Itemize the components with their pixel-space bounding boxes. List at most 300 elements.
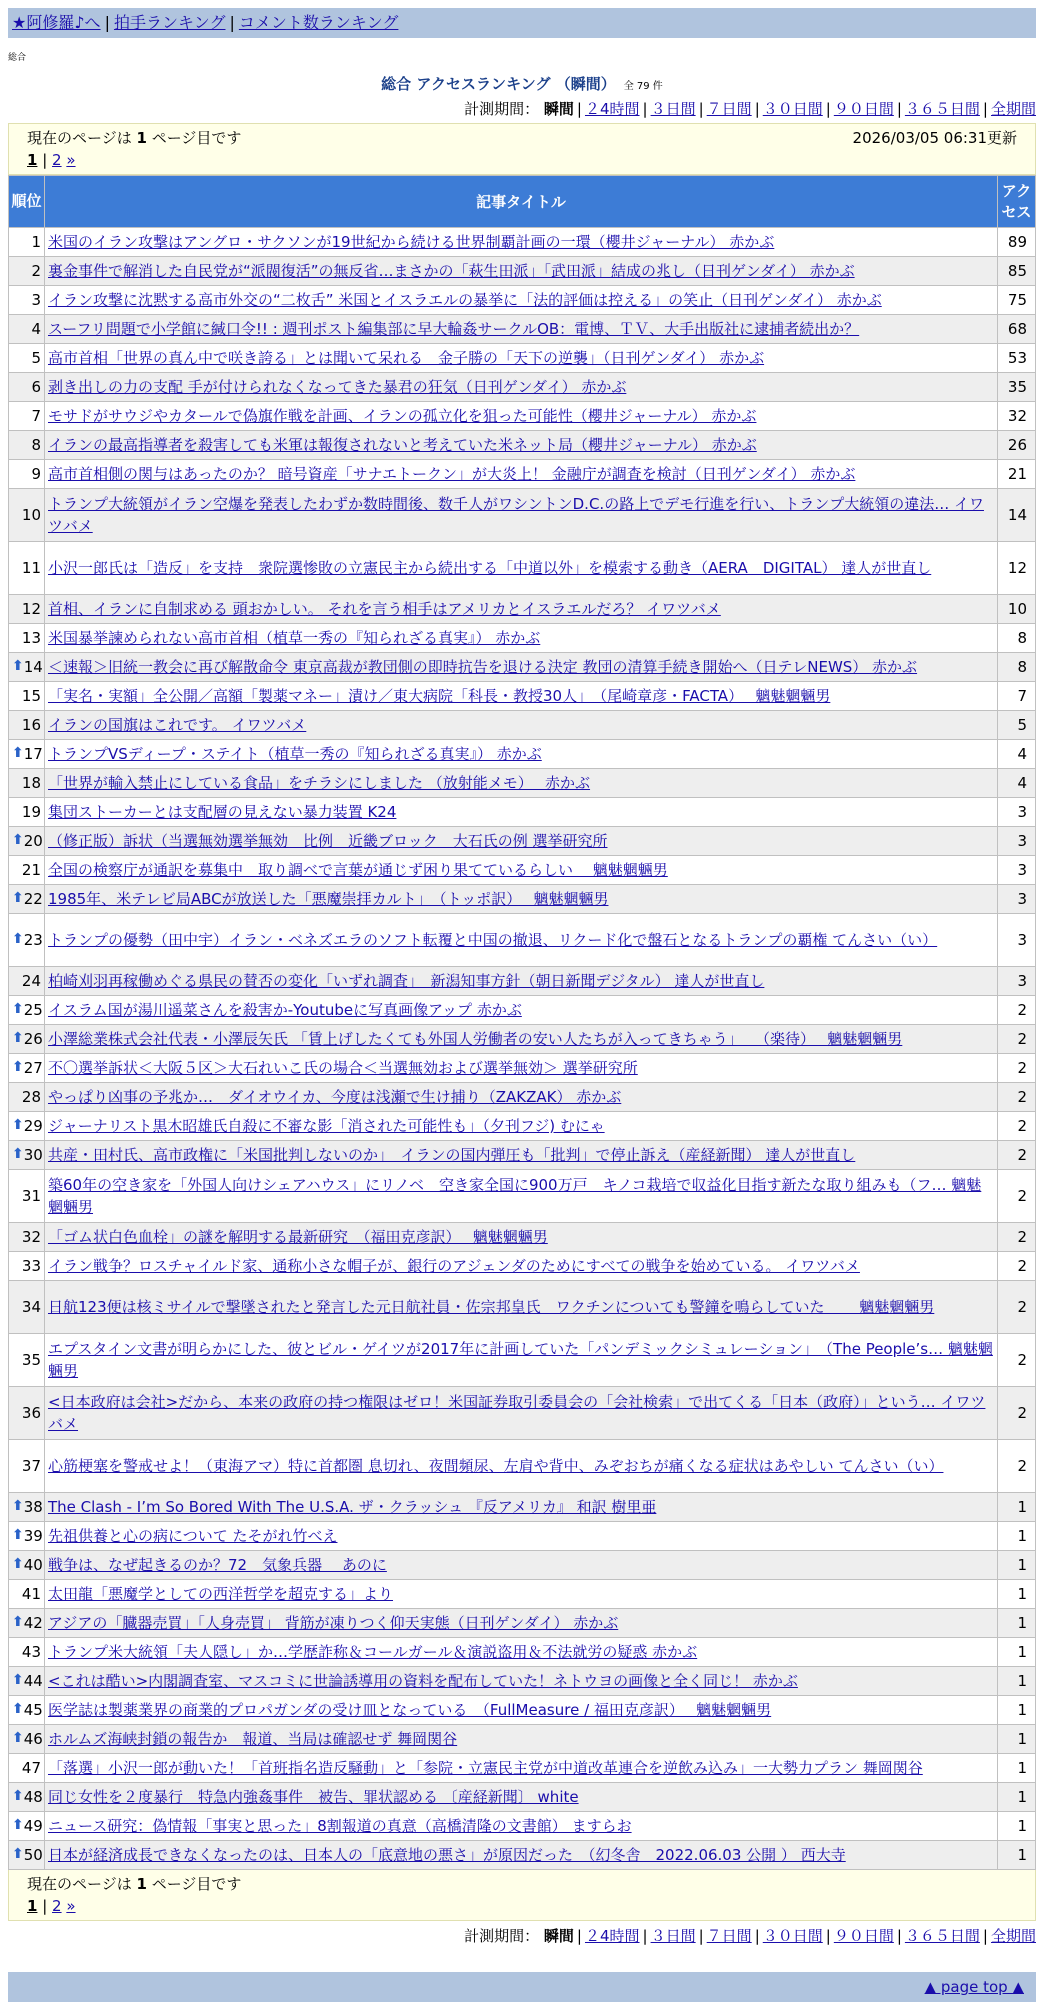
rank-up-arrow-icon: ⬆ bbox=[12, 1001, 24, 1017]
table-row bbox=[9, 542, 1036, 595]
article-link[interactable]: イスラム国が湯川遥菜さんを殺害か-Youtubeに写真画像アップ 赤かぶ bbox=[48, 1001, 522, 1019]
title-cell bbox=[45, 624, 998, 653]
ranking-table bbox=[8, 175, 1036, 1870]
period-separator: | bbox=[754, 1927, 760, 1945]
table-row bbox=[9, 1696, 1036, 1725]
title-cell bbox=[45, 885, 998, 914]
rank-up-arrow-icon: ⬆ bbox=[12, 1672, 24, 1688]
period-separator: | bbox=[896, 1927, 902, 1945]
table-row bbox=[9, 1334, 1036, 1387]
title-cell bbox=[45, 595, 998, 624]
article-link[interactable]: モサドがサウジやカタールで偽旗作戦を計画、イランの孤立化を狙った可能性（櫻井ジャーナル） 赤かぶ bbox=[48, 407, 757, 425]
table-row bbox=[9, 653, 1036, 682]
article-link[interactable]: 戦争は、なぜ起きるのか？72 気象兵器 あのに bbox=[48, 1556, 387, 1574]
rank-cell bbox=[9, 711, 45, 740]
rank-cell bbox=[9, 827, 45, 856]
rank-cell bbox=[9, 460, 45, 489]
rank-number: 29 bbox=[23, 1117, 43, 1135]
table-row bbox=[9, 1580, 1036, 1609]
access-count: 2 bbox=[998, 1281, 1036, 1334]
table-row bbox=[9, 1754, 1036, 1783]
access-count: 8 bbox=[998, 653, 1036, 682]
title-cell bbox=[45, 1493, 998, 1522]
table-row bbox=[9, 1054, 1036, 1083]
article-link[interactable]: トランプVSディープ・ステイト（植草一秀の『知られざる真実』） 赤かぶ bbox=[48, 745, 542, 763]
title-cell bbox=[45, 653, 998, 682]
article-link[interactable]: 柏崎刈羽再稼働めぐる県民の賛否の変化「いずれ調査」 新潟知事方針（朝日新聞デジタル） 達人が世直し bbox=[48, 972, 765, 990]
rank-number: 10 bbox=[21, 506, 41, 524]
access-count: 4 bbox=[998, 769, 1036, 798]
title-cell bbox=[45, 228, 998, 257]
period-24h-link[interactable]: ２4時間 bbox=[584, 100, 640, 118]
article-link[interactable]: 高市首相「世界の真ん中で咲き誇る」とは聞いて呆れる 金子勝の「天下の逆襲」（日刊ゲンダイ） 赤かぶ bbox=[48, 349, 765, 367]
rank-cell bbox=[9, 1725, 45, 1754]
rank-up-arrow-icon: ⬆ bbox=[12, 1614, 24, 1630]
article-link[interactable]: <これは酷い>内閣調査室、マスコミに世論誘導用の資料を配布していた！ネトウヨの画像と全く同じ！ 赤かぶ bbox=[48, 1672, 798, 1690]
rank-number: 2 bbox=[31, 262, 41, 280]
current-page-number: 1 bbox=[136, 129, 147, 147]
rank-cell bbox=[9, 856, 45, 885]
rank-number: 40 bbox=[23, 1556, 43, 1574]
table-row bbox=[9, 1440, 1036, 1493]
rank-number: 8 bbox=[31, 436, 41, 454]
table-row bbox=[9, 1493, 1036, 1522]
article-link[interactable]: 首相、イランに自制求める 頭おかしい。 それを言う相手はアメリカとイスラエルだろ？ イワツバメ bbox=[48, 600, 721, 618]
article-link[interactable]: 米国のイラン攻撃はアングロ・サクソンが19世紀から続ける世界制覇計画の一環（櫻井ジャーナル） 赤かぶ bbox=[48, 233, 775, 251]
access-count: 12 bbox=[998, 542, 1036, 595]
access-count: 2 bbox=[998, 1141, 1036, 1170]
title-cell bbox=[45, 682, 998, 711]
rank-up-arrow-icon: ⬆ bbox=[12, 1817, 24, 1833]
rank-number: 42 bbox=[23, 1614, 43, 1632]
rank-number: 13 bbox=[21, 629, 41, 647]
period-separator: | bbox=[754, 100, 760, 118]
table-row bbox=[9, 1170, 1036, 1223]
access-count: 3 bbox=[998, 967, 1036, 996]
title-cell bbox=[45, 711, 998, 740]
article-link[interactable]: イラン攻撃に沈黙する高市外交の“二枚舌” 米国とイスラエルの暴挙に「法的評価は控える」の笑止（日刊ゲンダイ） 赤かぶ bbox=[48, 291, 882, 309]
title-cell bbox=[45, 1083, 998, 1112]
rank-cell bbox=[9, 1112, 45, 1141]
access-count: 35 bbox=[998, 373, 1036, 402]
article-link[interactable]: 築60年の空き家を「外国人向けシェアハウス」にリノベ 空き家全国に900万戸 キノコ栽培で収益化目指す新たな取り組みも（フ… 魑魅魍魎男 bbox=[48, 1176, 982, 1216]
article-link[interactable]: やっぱり凶事の予兆か… ダイオウイカ、今度は浅瀬で生け捕り（ZAKZAK） 赤かぶ bbox=[48, 1088, 622, 1106]
article-link[interactable]: 「世界が輸入禁止にしている食品」をチラシにしました （放射能メモ） 赤かぶ bbox=[48, 774, 591, 792]
article-link[interactable]: スーフリ問題で小学館に緘口令!! : 週刊ポスト編集部に早大輪姦サークルOB：電博、ＴＶ、大手出版社に逮捕者続出か？ bbox=[48, 320, 860, 338]
rank-up-arrow-icon: ⬆ bbox=[12, 1788, 24, 1804]
page-1-current: 1 bbox=[27, 151, 38, 169]
article-link[interactable]: 高市首相側の関与はあったのか？ 暗号資産「サナエトークン」が大炎上！ 金融庁が調査を検討（日刊ゲンダイ） 赤かぶ bbox=[48, 465, 856, 483]
title-cell bbox=[45, 1754, 998, 1783]
title-cell bbox=[45, 402, 998, 431]
article-link[interactable]: イラン戦争？ロスチャイルド家、通称小さな帽子が、銀行のアジェンダのためにすべての戦争を始めている。 イワツバメ bbox=[48, 1257, 860, 1275]
rank-up-arrow-icon: ⬆ bbox=[12, 1701, 24, 1717]
rank-cell bbox=[9, 1281, 45, 1334]
page-status bbox=[27, 127, 241, 149]
rank-number: 46 bbox=[23, 1730, 43, 1748]
ranking-title: 総合 アクセスランキング （瞬間） bbox=[381, 75, 616, 93]
rank-cell bbox=[9, 315, 45, 344]
access-count: 53 bbox=[998, 344, 1036, 373]
table-row bbox=[9, 1783, 1036, 1812]
asyura-home-link[interactable]: ★阿修羅♪へ bbox=[12, 13, 101, 32]
article-link[interactable]: 裏金事件で解消した自民党が“派閥復活”の無反省…まさかの「萩生田派」「武田派」結成の兆し（日刊ゲンダイ） 赤かぶ bbox=[48, 262, 855, 280]
rank-up-arrow-icon: ⬆ bbox=[12, 658, 24, 674]
title-cell bbox=[45, 315, 998, 344]
period-3d-link[interactable]: ３日間 bbox=[650, 1927, 696, 1945]
article-link[interactable]: （修正版）訴状（当選無効選挙無効 比例 近畿ブロック 大石氏の例 選挙研究所 bbox=[48, 832, 608, 850]
access-count: 2 bbox=[998, 1170, 1036, 1223]
period-separator: | bbox=[642, 1927, 648, 1945]
rank-number: 39 bbox=[23, 1527, 43, 1545]
table-row bbox=[9, 1252, 1036, 1281]
rank-cell bbox=[9, 344, 45, 373]
article-link[interactable]: 太田龍「悪魔学としての西洋哲学を超克する」より bbox=[48, 1585, 394, 1603]
rank-number: 23 bbox=[23, 931, 43, 949]
title-cell bbox=[45, 431, 998, 460]
table-row bbox=[9, 1025, 1036, 1054]
period-separator: | bbox=[825, 1927, 831, 1945]
rank-cell bbox=[9, 1783, 45, 1812]
article-link[interactable]: エプスタイン文書が明らかにした、彼とビル・ゲイツが2017年に計画していた「パンデミックシミュレーション」 （The People’s… 魑魅魍魎男 bbox=[48, 1340, 993, 1380]
page-2-link[interactable]: 2 bbox=[52, 151, 62, 169]
rank-cell bbox=[9, 624, 45, 653]
period-30d-link[interactable]: ３０日間 bbox=[762, 100, 823, 118]
period-24h-link[interactable]: ２4時間 bbox=[584, 1927, 640, 1945]
access-count: 3 bbox=[998, 885, 1036, 914]
next-page-link[interactable]: » bbox=[66, 1897, 76, 1915]
period-90d-link[interactable]: ９０日間 bbox=[833, 1927, 894, 1945]
rank-cell bbox=[9, 1754, 45, 1783]
article-link[interactable]: 米国暴挙諫められない高市首相（植草一秀の『知られざる真実』） 赤かぶ bbox=[48, 629, 541, 647]
article-link[interactable]: 共産・田村氏、高市政権に「米国批判しないのか」 イランの国内弾圧も「批判」で停止訴え（産経新聞） 達人が世直し bbox=[48, 1146, 856, 1164]
page-top-link[interactable]: ▲ page top ▲ bbox=[924, 1978, 1024, 1996]
rank-cell bbox=[9, 1170, 45, 1223]
article-link[interactable]: ＜速報＞旧統一教会に再び解散命令 東京高裁が教団側の即時抗告を退ける決定 教団の清算手続き開始へ（日テレNEWS） 赤かぶ bbox=[48, 658, 918, 676]
rank-number: 38 bbox=[23, 1498, 43, 1516]
rank-up-arrow-icon: ⬆ bbox=[12, 1498, 24, 1514]
page-2-link[interactable]: 2 bbox=[52, 1897, 62, 1915]
rank-cell bbox=[9, 1841, 45, 1870]
access-count: 5 bbox=[998, 711, 1036, 740]
rank-number: 35 bbox=[21, 1351, 41, 1369]
period-separator: | bbox=[896, 100, 902, 118]
rank-cell bbox=[9, 967, 45, 996]
rank-number: 49 bbox=[23, 1817, 43, 1835]
period-selector bbox=[0, 98, 1036, 119]
rank-up-arrow-icon: ⬆ bbox=[12, 1030, 24, 1046]
rank-up-arrow-icon: ⬆ bbox=[12, 1146, 24, 1162]
page-status-suffix: ページ目です bbox=[151, 1875, 242, 1893]
rank-cell bbox=[9, 1667, 45, 1696]
rank-number: 43 bbox=[21, 1643, 41, 1661]
article-link[interactable]: イランの最高指導者を殺害しても米軍は報復されないと考えていた米ネット局（櫻井ジャーナル） 赤かぶ bbox=[48, 436, 757, 454]
access-count: 3 bbox=[998, 856, 1036, 885]
updated-timestamp: 2026/03/05 06:31更新 bbox=[852, 129, 1017, 147]
rank-number: 3 bbox=[31, 291, 41, 309]
access-count: 85 bbox=[998, 257, 1036, 286]
rank-up-arrow-icon: ⬆ bbox=[12, 1059, 24, 1075]
table-row bbox=[9, 1112, 1036, 1141]
title-cell bbox=[45, 1170, 998, 1223]
article-link[interactable]: イランの国旗はこれです。 イワツバメ bbox=[48, 716, 307, 734]
access-count: 3 bbox=[998, 914, 1036, 967]
rank-up-arrow-icon: ⬆ bbox=[12, 745, 24, 761]
period-all-link[interactable]: 全期間 bbox=[990, 100, 1036, 118]
rank-number: 18 bbox=[21, 774, 41, 792]
access-count: 10 bbox=[998, 595, 1036, 624]
rank-cell bbox=[9, 1223, 45, 1252]
access-count: 1 bbox=[998, 1783, 1036, 1812]
article-link[interactable]: アジアの「臓器売買」「人身売買」 背筋が凍りつく仰天実態（日刊ゲンダイ） 赤かぶ bbox=[48, 1614, 619, 1632]
table-row bbox=[9, 856, 1036, 885]
title-cell bbox=[45, 1334, 998, 1387]
title-cell bbox=[45, 1387, 998, 1440]
rank-cell bbox=[9, 1141, 45, 1170]
title-cell bbox=[45, 856, 998, 885]
article-link[interactable]: <日本政府は会社>だから、本来の政府の持つ権限はゼロ！米国証券取引委員会の「会社検索」で出てくる「日本（政府）」という… イワツバメ bbox=[48, 1393, 986, 1433]
rank-cell bbox=[9, 740, 45, 769]
article-link[interactable]: ホルムズ海峡封鎖の報告か 報道、当局は確認せず 舞岡関谷 bbox=[48, 1730, 458, 1748]
article-link[interactable]: 同じ女性を２度暴行 特急内強姦事件 被告、罪状認める 〔産経新聞〕 white bbox=[48, 1788, 579, 1806]
rank-number: 24 bbox=[21, 972, 41, 990]
period-current: 瞬間 bbox=[543, 1927, 574, 1945]
access-header: アクセス bbox=[998, 176, 1036, 228]
period-all-link[interactable]: 全期間 bbox=[990, 1927, 1036, 1945]
table-row bbox=[9, 228, 1036, 257]
rank-cell bbox=[9, 914, 45, 967]
table-row bbox=[9, 460, 1036, 489]
article-link[interactable]: 「実名・実額」全公開／高額「製薬マネー」漬け／東大病院「科長・教授30人」 （尾崎章彦・FACTA） 魑魅魍魎男 bbox=[48, 687, 831, 705]
title-cell bbox=[45, 460, 998, 489]
rank-number: 12 bbox=[21, 600, 41, 618]
page-title bbox=[0, 73, 1044, 94]
period-current: 瞬間 bbox=[543, 100, 574, 118]
title-cell bbox=[45, 1609, 998, 1638]
title-cell bbox=[45, 489, 998, 542]
title-cell bbox=[45, 1223, 998, 1252]
rank-cell bbox=[9, 286, 45, 315]
rank-number: 4 bbox=[31, 320, 41, 338]
rank-number: 47 bbox=[21, 1759, 41, 1777]
table-row bbox=[9, 373, 1036, 402]
period-3d-link[interactable]: ３日間 bbox=[650, 100, 696, 118]
rank-number: 44 bbox=[23, 1672, 43, 1690]
rank-up-arrow-icon: ⬆ bbox=[12, 832, 24, 848]
access-count: 68 bbox=[998, 315, 1036, 344]
nav-separator: | bbox=[229, 13, 235, 32]
title-cell bbox=[45, 1281, 998, 1334]
article-link[interactable]: 心筋梗塞を警戒せよ！（東海アマ）特に首都圏 息切れ、夜間頻尿、左肩や背中、みぞおちが痛くなる症状はあやしい てんさい（い） bbox=[48, 1457, 944, 1475]
title-cell bbox=[45, 257, 998, 286]
access-count: 1 bbox=[998, 1551, 1036, 1580]
article-link[interactable]: 日航123便は核ミサイルで撃墜されたと発言した元日航社員・佐宗邦皇氏 ワクチンについても警鐘を鳴らしていた 魑魅魍魎男 bbox=[48, 1298, 935, 1316]
rank-number: 34 bbox=[21, 1298, 41, 1316]
period-90d-link[interactable]: ９０日間 bbox=[833, 100, 894, 118]
title-cell bbox=[45, 1638, 998, 1667]
title-cell bbox=[45, 1580, 998, 1609]
rank-number: 11 bbox=[21, 559, 41, 577]
title-cell bbox=[45, 798, 998, 827]
rank-number: 5 bbox=[31, 349, 41, 367]
table-row bbox=[9, 885, 1036, 914]
table-row bbox=[9, 769, 1036, 798]
period-30d-link[interactable]: ３０日間 bbox=[762, 1927, 823, 1945]
period-separator: | bbox=[825, 100, 831, 118]
rank-cell bbox=[9, 798, 45, 827]
article-link[interactable]: 「落選」小沢一郎が動いた！「首班指名造反騒動」と「参院・立憲民主党が中道改革連合を逆飲み込み」一大勢力プラン 舞岡関谷 bbox=[48, 1759, 923, 1777]
table-row bbox=[9, 1522, 1036, 1551]
rank-cell bbox=[9, 1493, 45, 1522]
rank-up-arrow-icon: ⬆ bbox=[12, 1527, 24, 1543]
rank-number: 14 bbox=[23, 658, 43, 676]
article-link[interactable]: トランプの優勢（田中宇）イラン・ベネズエラのソフト転覆と中国の撤退、リクード化で盤石となるトランプの覇権 てんさい（い） bbox=[48, 931, 938, 949]
rank-number: 33 bbox=[21, 1257, 41, 1275]
title-cell bbox=[45, 827, 998, 856]
rank-number: 48 bbox=[23, 1788, 43, 1806]
page-1-current: 1 bbox=[27, 1897, 38, 1915]
title-cell bbox=[45, 1696, 998, 1725]
rank-number: 21 bbox=[21, 861, 41, 879]
article-link[interactable]: トランプ大統領がイラン空爆を発表したわずか数時間後、数千人がワシントンD.C.の路上でデモ行進を行い、トランプ大統領の違法… イワツバメ bbox=[48, 495, 984, 535]
access-count: 3 bbox=[998, 827, 1036, 856]
table-row bbox=[9, 1638, 1036, 1667]
article-link[interactable]: The Clash - I’m So Bored With The U.S.A. ザ・クラッシュ 『反アメリカ』 和訳 樹里亜 bbox=[48, 1498, 657, 1516]
article-link[interactable]: 小沢一郎氏は「造反」を支持 衆院選惨敗の立憲民主から続出する「中道以外」を模索する動き（AERA DIGITAL） 達人が世直し bbox=[48, 559, 932, 577]
rank-cell bbox=[9, 682, 45, 711]
article-link[interactable]: 日本が経済成長できなくなったのは、日本人の「底意地の悪さ」が原因だった （幻冬舎 2022.06.03 公開 ） 西大寺 bbox=[48, 1846, 846, 1864]
article-link[interactable]: トランプ米大統領「夫人隠し」か…学歴詐称＆コールガール＆演説盗用＆不法就労の疑惑 赤かぶ bbox=[48, 1643, 698, 1661]
period-separator: | bbox=[642, 100, 648, 118]
title-cell bbox=[45, 1667, 998, 1696]
rank-cell bbox=[9, 228, 45, 257]
access-count: 1 bbox=[998, 1696, 1036, 1725]
period-365d-link[interactable]: ３６５日間 bbox=[904, 100, 980, 118]
table-row bbox=[9, 1812, 1036, 1841]
access-count: 4 bbox=[998, 740, 1036, 769]
table-row bbox=[9, 402, 1036, 431]
nav-separator: | bbox=[104, 13, 110, 32]
period-separator: | bbox=[698, 1927, 704, 1945]
period-separator: | bbox=[698, 100, 704, 118]
rank-number: 27 bbox=[23, 1059, 43, 1077]
table-row bbox=[9, 315, 1036, 344]
article-link[interactable]: 小澤総業株式会社代表・小澤辰矢氏 「賃上げしたくても外国人労働者の安い人たちが入ってきちゃう」 （楽待） 魑魅魍魎男 bbox=[48, 1030, 903, 1048]
rank-cell bbox=[9, 885, 45, 914]
period-7d-link[interactable]: ７日間 bbox=[706, 1927, 752, 1945]
article-link[interactable]: ジャーナリスト黒木昭雄氏自殺に不審な影「消された可能性も」（夕刊フジ) むにゃ bbox=[48, 1117, 605, 1135]
table-row bbox=[9, 1141, 1036, 1170]
title-cell bbox=[45, 1812, 998, 1841]
rank-cell bbox=[9, 1252, 45, 1281]
article-link[interactable]: 1985年、米テレビ局ABCが放送した「悪魔崇拝カルト」 （トッポ訳） 魑魅魍魎男 bbox=[48, 890, 609, 908]
rank-cell bbox=[9, 542, 45, 595]
access-count: 2 bbox=[998, 996, 1036, 1025]
access-count: 1 bbox=[998, 1754, 1036, 1783]
rank-up-arrow-icon: ⬆ bbox=[12, 931, 24, 947]
article-link[interactable]: 先祖供養と心の病について たそがれ竹べえ bbox=[48, 1527, 338, 1545]
access-count: 2 bbox=[998, 1223, 1036, 1252]
applause-ranking-link[interactable]: 拍手ランキング bbox=[113, 13, 226, 32]
access-count: 1 bbox=[998, 1493, 1036, 1522]
rank-number: 32 bbox=[21, 1228, 41, 1246]
table-row bbox=[9, 1667, 1036, 1696]
rank-cell bbox=[9, 402, 45, 431]
pager-top: 現在のページは 1 ページ目です 2026/03/05 06:31更新 1 | 2 » bbox=[8, 123, 1036, 175]
rank-number: 41 bbox=[21, 1585, 41, 1603]
period-separator: | bbox=[982, 1927, 988, 1945]
access-count: 2 bbox=[998, 1334, 1036, 1387]
period-separator: | bbox=[576, 100, 582, 118]
table-row bbox=[9, 1609, 1036, 1638]
access-count: 21 bbox=[998, 460, 1036, 489]
table-row bbox=[9, 827, 1036, 856]
rank-up-arrow-icon: ⬆ bbox=[12, 1846, 24, 1862]
table-row bbox=[9, 798, 1036, 827]
access-count: 14 bbox=[998, 489, 1036, 542]
footer-bar bbox=[8, 1972, 1036, 2002]
table-row bbox=[9, 967, 1036, 996]
rank-number: 50 bbox=[23, 1846, 43, 1864]
rank-number: 26 bbox=[23, 1030, 43, 1048]
period-7d-link[interactable]: ７日間 bbox=[706, 100, 752, 118]
access-count: 1 bbox=[998, 1667, 1036, 1696]
article-link[interactable]: 医学誌は製薬業界の商業的プロパガンダの受け皿となっている （FullMeasure / 福田克彦訳） 魑魅魍魎男 bbox=[48, 1701, 772, 1719]
comment-ranking-link[interactable]: コメント数ランキング bbox=[238, 13, 399, 32]
table-row bbox=[9, 682, 1036, 711]
article-link[interactable]: 剥き出しの力の支配 手が付けられなくなってきた暴君の狂気（日刊ゲンダイ） 赤かぶ bbox=[48, 378, 627, 396]
rank-cell bbox=[9, 1812, 45, 1841]
title-cell bbox=[45, 914, 998, 967]
rank-number: 15 bbox=[21, 687, 41, 705]
rank-cell bbox=[9, 1054, 45, 1083]
period-label: 計測期間： bbox=[464, 100, 540, 118]
title-cell bbox=[45, 1725, 998, 1754]
rank-number: 45 bbox=[23, 1701, 43, 1719]
rank-number: 30 bbox=[23, 1146, 43, 1164]
rank-number: 6 bbox=[31, 378, 41, 396]
article-link[interactable]: ニュース研究：偽情報「事実と思った」8割報道の真意（高橋清隆の文書館） ますらお bbox=[48, 1817, 632, 1835]
rank-cell bbox=[9, 1440, 45, 1493]
access-count: 1 bbox=[998, 1522, 1036, 1551]
article-link[interactable]: 「ゴム状白色血栓」の謎を解明する最新研究 （福田克彦訳） 魑魅魍魎男 bbox=[48, 1228, 548, 1246]
rank-up-arrow-icon: ⬆ bbox=[12, 1117, 24, 1133]
next-page-link[interactable]: » bbox=[66, 151, 76, 169]
rank-cell bbox=[9, 1551, 45, 1580]
access-count: 75 bbox=[998, 286, 1036, 315]
title-cell bbox=[45, 1783, 998, 1812]
table-row bbox=[9, 1725, 1036, 1754]
access-count: 1 bbox=[998, 1812, 1036, 1841]
rank-cell bbox=[9, 1609, 45, 1638]
rank-number: 25 bbox=[23, 1001, 43, 1019]
table-row bbox=[9, 914, 1036, 967]
article-link[interactable]: 全国の検察庁が通訳を募集中 取り調べで言葉が通じず困り果てているらしい 魑魅魍魎男 bbox=[48, 861, 668, 879]
title-cell bbox=[45, 1551, 998, 1580]
rank-cell bbox=[9, 769, 45, 798]
title-cell bbox=[45, 740, 998, 769]
access-count: 1 bbox=[998, 1609, 1036, 1638]
title-cell bbox=[45, 1112, 998, 1141]
article-link[interactable]: 不〇選挙訴状＜大阪５区＞大石れいこ氏の場合＜当選無効および選挙無効＞ 選挙研究所 bbox=[48, 1059, 638, 1077]
title-header: 記事タイトル bbox=[45, 176, 998, 228]
period-365d-link[interactable]: ３６５日間 bbox=[904, 1927, 980, 1945]
article-link[interactable]: 集団ストーカーとは支配層の見えない暴力装置 K24 bbox=[48, 803, 397, 821]
total-count: 全 79 件 bbox=[623, 81, 663, 92]
table-row bbox=[9, 431, 1036, 460]
access-count: 32 bbox=[998, 402, 1036, 431]
access-count: 2 bbox=[998, 1440, 1036, 1493]
